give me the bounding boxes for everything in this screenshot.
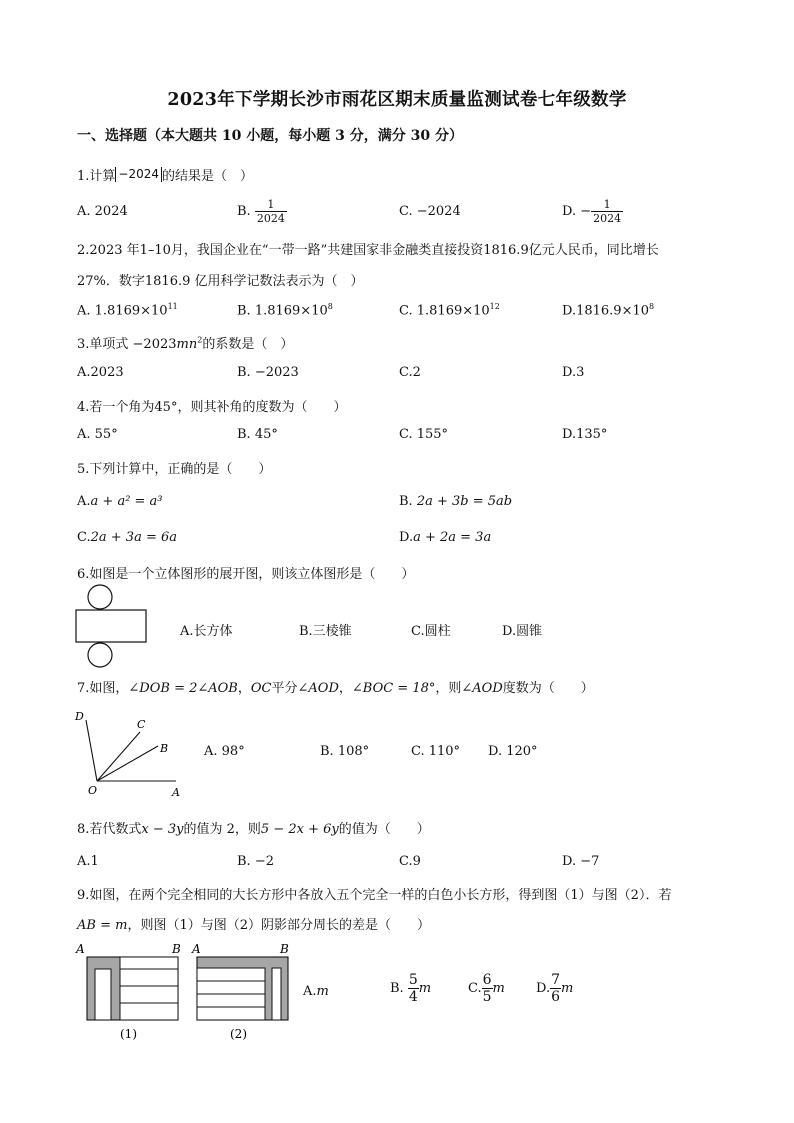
q5-option-b-label: B.	[399, 494, 413, 509]
fraction-denominator: 6	[551, 989, 561, 1005]
q1-option-b-label: B.	[237, 204, 251, 219]
q9-option-d[interactable]	[536, 972, 573, 1005]
fraction-numerator: 5	[408, 972, 418, 988]
q9-option-c-label: C.	[468, 981, 482, 996]
q2-option-c-base: C. 1.8169×10	[399, 303, 490, 319]
fig2-label-b: B	[280, 942, 289, 956]
q1-option-d-fraction	[591, 198, 623, 225]
question-4: 4.若一个角为45°，则其补角的度数为（ ）	[77, 400, 347, 415]
q2-option-c[interactable]	[399, 302, 500, 318]
q3-option-c[interactable]: C.2	[399, 365, 421, 380]
section-heading: 一、选择题（本大题共 10 小题，每小题 3 分，满分 30 分）	[77, 128, 463, 144]
q1-options	[77, 198, 717, 228]
fraction-denominator: 2024	[593, 212, 622, 225]
q4-option-a[interactable]: A. 55°	[77, 427, 118, 442]
q8-option-d[interactable]: D. −7	[562, 854, 600, 869]
q2-option-b-exp: 8	[327, 302, 333, 311]
fraction-numerator: 1	[591, 198, 623, 212]
q1-abs-value: −2024	[115, 167, 162, 182]
label-b: B	[160, 742, 169, 755]
q9-line-1: 9.如图，在两个完全相同的大长方形中各放入五个完全一样的白色小长方形，得到图（1）与图（2）．若	[77, 888, 672, 903]
q7-expr-1: ∠DOB = 2∠AOB	[128, 681, 238, 696]
q3-suffix: 的系数是（ ）	[202, 337, 294, 352]
q2-option-d-exp: 8	[649, 302, 655, 311]
q1-option-d-label: D. −	[562, 204, 592, 219]
fig1-caption: (1)	[120, 1027, 137, 1041]
q9-option-d-var: m	[561, 981, 574, 996]
q2-option-a[interactable]	[77, 302, 178, 318]
q7-then: ，则	[435, 681, 462, 696]
q9-option-c-var: m	[492, 981, 505, 996]
q8-option-a[interactable]: A.1	[77, 854, 99, 869]
q7-suffix: 度数为（ ）	[502, 681, 594, 696]
q2-option-d-base: D.1816.9×10	[562, 303, 650, 319]
q9-option-c-fraction	[482, 972, 493, 1005]
fig2-caption: (2)	[230, 1027, 247, 1041]
question-1	[77, 165, 253, 184]
question-8	[77, 818, 430, 837]
q9-expr-ab: AB = m	[77, 918, 128, 933]
q7-expr-2: ∠AOD	[297, 681, 339, 696]
q1-option-d[interactable]	[562, 198, 623, 225]
q8-suffix: 的值为（ ）	[338, 822, 430, 837]
q6-option-a[interactable]: A.长方体	[180, 624, 233, 639]
q1-option-c[interactable]: C. −2024	[399, 204, 461, 219]
question-7	[77, 677, 594, 696]
q2-option-a-base: A. 1.8169×10	[77, 303, 168, 319]
q2-line-2: 27%．数字1816.9 亿用科学记数法表示为（ ）	[77, 274, 364, 289]
q7-expr-3: ∠BOC = 18°	[351, 681, 436, 696]
q2-option-c-exp: 12	[489, 302, 500, 311]
question-6: 6.如图是一个立体图形的展开图，则该立体图形是（ ）	[77, 567, 415, 582]
label-o: O	[88, 784, 98, 797]
q7-prefix: 7.如图，	[77, 681, 129, 696]
label-d: D	[75, 710, 84, 723]
q7-option-c[interactable]: C. 110°	[411, 744, 461, 759]
q9-option-a-label: A.	[303, 984, 317, 999]
q1-option-b[interactable]	[237, 198, 287, 225]
q8-mid: 的值为 2，则	[183, 822, 261, 837]
q3-variable: mn	[176, 337, 198, 352]
q5-option-a[interactable]	[77, 494, 163, 509]
q9-option-b-label: B.	[390, 981, 404, 996]
q5-option-c[interactable]	[77, 530, 177, 545]
question-3	[77, 333, 293, 352]
q4-options	[77, 427, 717, 447]
q9-line-2-rest: ，则图（1）与图（2）阴影部分周长的差是（ ）	[127, 918, 430, 933]
q8-option-c[interactable]: C.9	[399, 854, 421, 869]
q9-option-a-var: m	[316, 984, 329, 999]
q5-options-row-2	[77, 530, 717, 550]
q5-option-a-label: A.	[77, 494, 91, 509]
q1-option-a[interactable]: A. 2024	[77, 204, 128, 219]
label-a: A	[172, 786, 180, 799]
q6-options	[77, 620, 717, 640]
q8-prefix: 8.若代数式	[77, 822, 142, 837]
q7-option-b[interactable]: B. 108°	[320, 744, 370, 759]
q8-option-b[interactable]: B. −2	[237, 854, 274, 869]
q5-option-d-label: D.	[399, 530, 414, 545]
fraction-numerator: 6	[482, 972, 492, 988]
q1-prefix: 1.计算	[77, 169, 116, 184]
q7-sep-2: ，	[338, 681, 352, 696]
q7-mid: 平分	[271, 681, 298, 696]
q3-option-d[interactable]: D.3	[562, 365, 585, 380]
q9-option-a[interactable]	[303, 984, 329, 999]
q3-option-b[interactable]: B. −2023	[237, 365, 299, 380]
q3-exponent: 2	[197, 335, 203, 345]
fraction-numerator: 7	[551, 972, 561, 988]
q6-option-b[interactable]: B.三棱锥	[299, 624, 352, 639]
q2-option-d[interactable]	[562, 302, 654, 318]
q7-expr-4: ∠AOD	[461, 681, 503, 696]
question-5: 5.下列计算中，正确的是（ ）	[77, 462, 272, 477]
q2-option-b-base: B. 1.8169×10	[237, 303, 328, 319]
q8-expr-2: 5 − 2x + 6y	[260, 822, 339, 837]
q9-option-d-fraction	[550, 972, 561, 1005]
q1-suffix: 的结果是（ ）	[162, 169, 254, 184]
fraction-denominator: 5	[482, 989, 492, 1005]
q7-option-a[interactable]: A. 98°	[204, 744, 245, 759]
q6-option-d[interactable]: D.圆锥	[502, 624, 543, 639]
q6-option-c[interactable]: C.圆柱	[411, 624, 451, 639]
q2-line-1: 2.2023 年1–10月，我国企业在“一带一路”共建国家非金融类直接投资1816.9亿元人民币，同比增长	[77, 243, 659, 258]
q8-expr-1: x − 3y	[141, 822, 184, 837]
q5-option-b[interactable]	[399, 494, 512, 509]
q5-option-d[interactable]	[399, 530, 491, 545]
fig1-label-b: B	[172, 942, 181, 956]
net-top-circle	[88, 585, 112, 609]
q5-option-b-expr: 2a + 3b = 5ab	[416, 494, 513, 509]
q7-sep-1: ，	[237, 681, 251, 696]
q8-options	[77, 854, 717, 874]
q2-option-a-exp: 11	[167, 302, 178, 311]
q9-option-c[interactable]	[468, 972, 505, 1005]
page-title: 2023年下学期长沙市雨花区期末质量监测试卷七年级数学	[167, 90, 627, 110]
fraction-numerator: 1	[255, 198, 287, 212]
q9-option-b-fraction	[408, 972, 419, 1005]
q9-line-2	[77, 914, 430, 933]
q7-ray-oc: OC	[250, 681, 272, 696]
q4-option-b[interactable]: B. 45°	[237, 427, 278, 442]
net-bottom-circle	[88, 643, 112, 667]
q9-option-d-label: D.	[536, 981, 551, 996]
q5-option-c-label: C.	[77, 530, 91, 545]
fig1-label-a: A	[76, 942, 85, 956]
q3-options	[77, 365, 717, 385]
q1-option-b-fraction	[255, 198, 287, 225]
q2-option-b[interactable]	[237, 302, 333, 318]
q5-options-row-1	[77, 494, 717, 514]
q4-option-c[interactable]: C. 155°	[399, 427, 449, 442]
q9-option-b[interactable]	[390, 972, 431, 1005]
q2-options	[77, 302, 717, 322]
fraction-denominator: 4	[408, 989, 418, 1005]
q3-prefix: 3.单项式 −2023	[77, 337, 177, 352]
q5-option-a-expr: a + a² = a³	[90, 494, 163, 509]
q9-option-b-var: m	[418, 981, 432, 996]
q7-options	[77, 744, 717, 764]
fig2-label-a: A	[192, 942, 201, 956]
q4-option-d[interactable]: D.135°	[562, 427, 608, 442]
label-c: C	[137, 718, 146, 731]
q9-options	[77, 972, 717, 1012]
fraction-denominator: 2024	[256, 212, 285, 225]
q3-option-a[interactable]: A.2023	[77, 365, 124, 380]
q5-option-d-expr: a + 2a = 3a	[413, 530, 492, 545]
q7-option-d[interactable]: D. 120°	[488, 744, 538, 759]
q5-option-c-expr: 2a + 3a = 6a	[90, 530, 178, 545]
